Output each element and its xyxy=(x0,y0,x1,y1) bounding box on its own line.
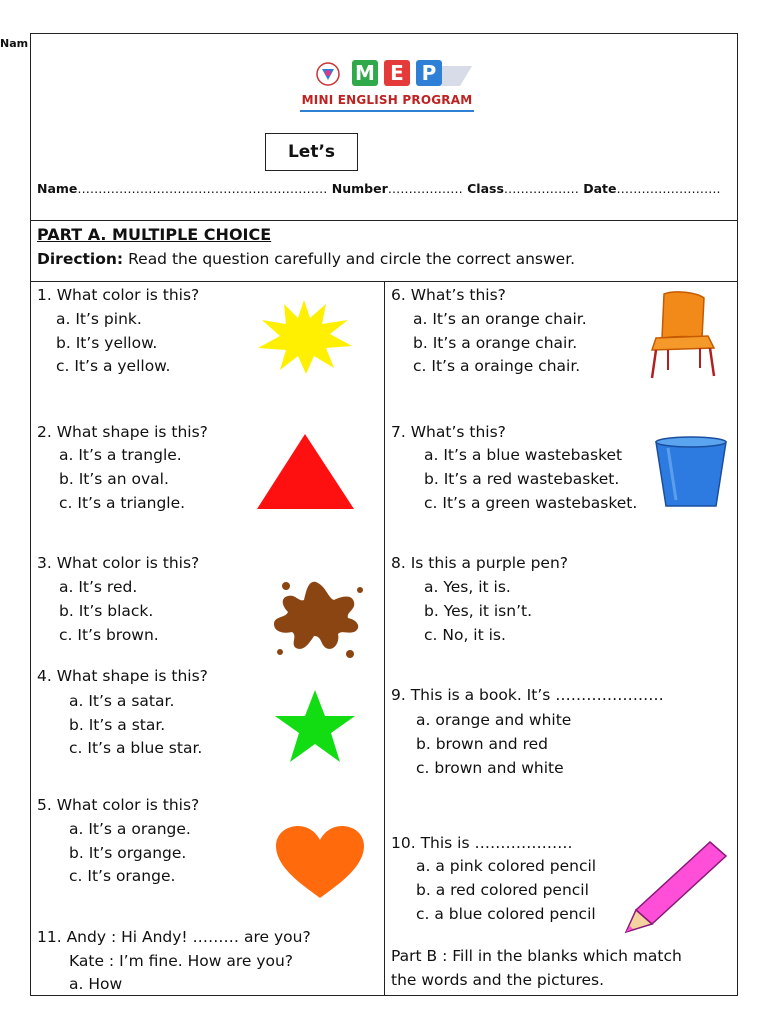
brown-paint-splat-icon xyxy=(268,572,368,662)
q6-option-a[interactable]: a. It’s an orange chair. xyxy=(413,310,587,328)
number-label: Number xyxy=(331,181,388,196)
q7-option-a[interactable]: a. It’s a blue wastebasket xyxy=(424,446,623,464)
logo-subtitle: MINI ENGLISH PROGRAM xyxy=(301,93,473,107)
q4-option-b[interactable]: b. It’s a star. xyxy=(69,716,166,734)
q6-option-b[interactable]: b. It’s a orange chair. xyxy=(413,334,578,352)
part-a-heading: PART A. MULTIPLE CHOICE xyxy=(37,225,272,244)
q4-option-c[interactable]: c. It’s a blue star. xyxy=(69,739,203,757)
q8-option-b[interactable]: b. Yes, it isn’t. xyxy=(424,602,533,620)
q10-option-a[interactable]: a. a pink colored pencil xyxy=(416,857,597,875)
question-5: 5. What color is this? xyxy=(37,796,200,814)
name-label: Name xyxy=(37,181,78,196)
q8-option-c[interactable]: c. No, it is. xyxy=(424,626,506,644)
q9-option-b[interactable]: b. brown and red xyxy=(416,735,548,753)
name-blank[interactable]: …………………………………………………… xyxy=(77,181,328,196)
question-9: 9. This is a book. It’s ………………… xyxy=(391,686,664,704)
q2-option-c[interactable]: c. It’s a triangle. xyxy=(59,494,186,512)
q3-option-a[interactable]: a. It’s red. xyxy=(59,578,138,596)
column-divider xyxy=(384,282,385,996)
corner-name-label: Nam xyxy=(0,37,29,50)
red-triangle-icon xyxy=(256,432,356,512)
q5-option-c[interactable]: c. It’s orange. xyxy=(69,867,176,885)
header-divider xyxy=(30,220,738,221)
logo-letter-p: P xyxy=(421,61,437,85)
date-label: Date xyxy=(583,181,617,196)
student-info-line xyxy=(37,179,721,198)
question-10: 10. This is ………………. xyxy=(391,834,573,852)
question-4: 4. What shape is this? xyxy=(37,667,208,685)
class-label: Class xyxy=(467,181,504,196)
logo-letter-e: E xyxy=(390,61,404,85)
question-2: 2. What shape is this? xyxy=(37,423,208,441)
green-star-icon xyxy=(272,688,358,764)
q5-option-b[interactable]: b. It’s organge. xyxy=(69,844,187,862)
question-3: 3. What color is this? xyxy=(37,554,200,572)
direction-label: Direction: xyxy=(37,250,124,268)
question-7: 7. What’s this? xyxy=(391,423,506,441)
logo-letter-m: M xyxy=(355,61,375,85)
q7-option-b[interactable]: b. It’s a red wastebasket. xyxy=(424,470,620,488)
q4-option-a[interactable]: a. It’s a satar. xyxy=(69,692,175,710)
direction-text: Read the question carefully and circle the correct answer. xyxy=(128,250,576,268)
q9-option-a[interactable]: a. orange and white xyxy=(416,711,572,729)
q1-option-a[interactable]: a. It’s pink. xyxy=(56,310,142,328)
orange-chair-icon xyxy=(648,290,720,382)
q10-option-c[interactable]: c. a blue colored pencil xyxy=(416,905,596,923)
title-box xyxy=(265,133,358,171)
page-title: Let’s xyxy=(287,142,336,162)
q3-option-c[interactable]: c. It’s brown. xyxy=(59,626,159,644)
q2-option-b[interactable]: b. It’s an oval. xyxy=(59,470,169,488)
orange-heart-icon xyxy=(274,824,366,900)
pink-colored-pencil-icon xyxy=(622,836,732,936)
q11-line-2: Kate : I’m fine. How are you? xyxy=(69,952,294,970)
q8-option-a[interactable]: a. Yes, it is. xyxy=(424,578,511,596)
mep-logo xyxy=(300,56,480,118)
q10-option-b[interactable]: b. a red colored pencil xyxy=(416,881,589,899)
yellow-splat-icon xyxy=(254,296,354,376)
blue-wastebasket-icon xyxy=(654,436,728,508)
part-b-line-2: the words and the pictures. xyxy=(391,971,605,989)
question-6: 6. What’s this? xyxy=(391,286,506,304)
q1-option-c[interactable]: c. It’s a yellow. xyxy=(56,357,171,375)
q9-option-c[interactable]: c. brown and white xyxy=(416,759,564,777)
q2-option-a[interactable]: a. It’s a trangle. xyxy=(59,446,182,464)
q5-option-a[interactable]: a. It’s a orange. xyxy=(69,820,191,838)
date-blank[interactable]: ……………………. xyxy=(616,181,721,196)
q3-option-b[interactable]: b. It’s black. xyxy=(59,602,154,620)
question-8: 8. Is this a purple pen? xyxy=(391,554,568,572)
question-11: 11. Andy : Hi Andy! ……… are you? xyxy=(37,928,311,946)
q7-option-c[interactable]: c. It’s a green wastebasket. xyxy=(424,494,638,512)
q1-option-b[interactable]: b. It’s yellow. xyxy=(56,334,158,352)
number-blank[interactable]: ……………… xyxy=(387,181,463,196)
q11-option-a[interactable]: a. How xyxy=(69,975,123,993)
q6-option-c[interactable]: c. It’s a orainge chair. xyxy=(413,357,581,375)
part-b-line-1: Part B : Fill in the blanks which match xyxy=(391,947,682,965)
direction-line xyxy=(37,250,575,269)
class-blank[interactable]: ……………… xyxy=(503,181,579,196)
question-1: 1. What color is this? xyxy=(37,286,200,304)
